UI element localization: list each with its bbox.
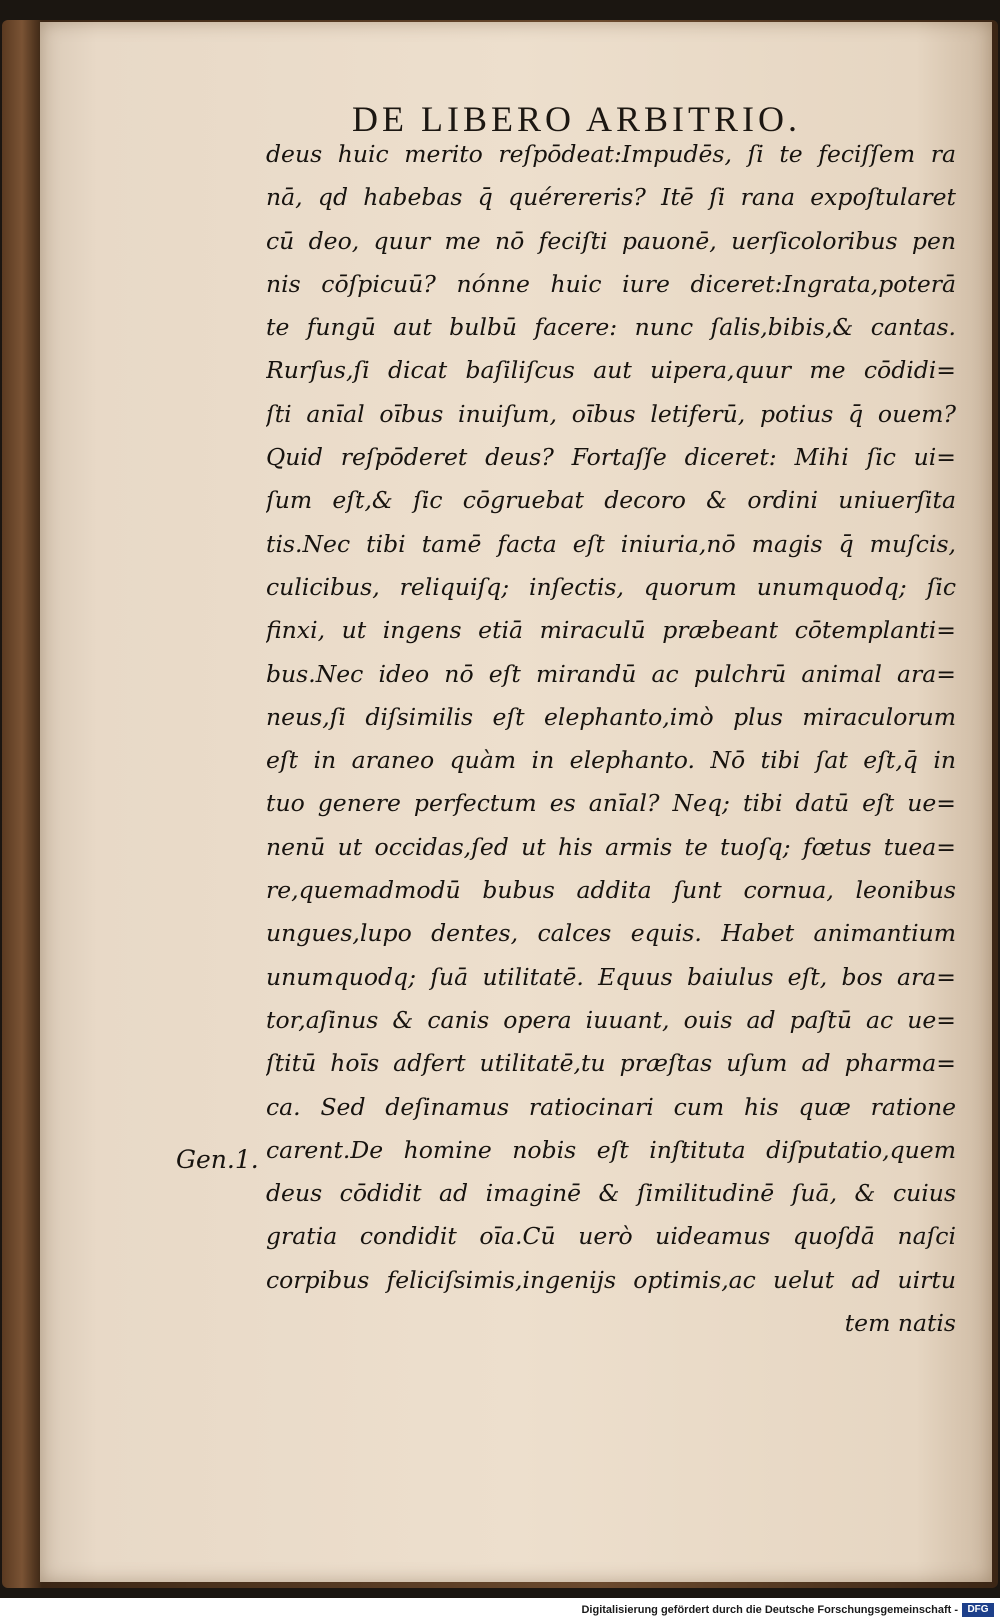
text-line: ſum eſt,& ſic cōgruebat decoro & ordini uniuerſita bbox=[266, 486, 956, 515]
text-line: tis.Nec tibi tamē facta eſt iniuria,nō magis q̄ muſcis, bbox=[266, 529, 956, 558]
text-line: te fungū aut bulbū facere: nunc ſalis,bibis,& cantas. bbox=[266, 313, 956, 342]
text-line: Rurſus,ſi dicat baſiliſcus aut uipera,quur me cōdidi= bbox=[266, 356, 956, 385]
text-line: culicibus, reliquiſq; inſectis, quorum unumquodq; ſic bbox=[266, 572, 956, 601]
text-line: tuo genere perfectum es anīal? Neq; tibi datū eſt ue= bbox=[266, 789, 956, 818]
text-line-catchword: tem natis bbox=[844, 1309, 956, 1338]
text-line: corpibus feliciſsimis,ingenijs optimis,ac uelut ad uirtu bbox=[266, 1265, 956, 1294]
text-line: ſti anīal oībus inuiſum, oībus letiferū, potius q̄ ouem? bbox=[266, 399, 956, 428]
text-line: ungues,lupo dentes, calces equis. Habet animantium bbox=[266, 919, 956, 948]
body-text bbox=[266, 133, 956, 1345]
text-line: gratia condidit oīa.Cū uerò uideamus quoſdā naſci bbox=[266, 1222, 956, 1251]
text-line: cū deo, quur me nō feciſti pauonē, uerſicoloribus pen bbox=[266, 226, 956, 255]
text-line: tor,aſinus & canis opera iuuant, ouis ad paſtū ac ue= bbox=[266, 1005, 956, 1034]
text-line: ca. Sed deſinamus ratiocinari cum his quæ ratione bbox=[266, 1092, 956, 1121]
dfg-logo: DFG bbox=[962, 1603, 994, 1617]
running-header: DE LIBERO ARBITRIO. bbox=[352, 99, 801, 139]
text-line: neus,ſi diſsimilis eſt elephanto,imò plus miraculorum bbox=[266, 702, 956, 731]
text-line: deus cōdidit ad imaginē & ſimilitudinē ſuā, & cuius bbox=[266, 1179, 956, 1208]
text-line: nis cōſpicuū? nónne huic iure diceret:Ingrata,poterā bbox=[266, 269, 956, 298]
text-line: unumquodq; ſuā utilitatē. Equus baiulus eſt, bos ara= bbox=[266, 962, 956, 991]
margin-note: Gen.1. bbox=[176, 1145, 259, 1174]
text-line: ſtitū hoīs adfert utilitatē,tu præſtas uſum ad pharma= bbox=[266, 1049, 956, 1078]
text-line: re,quemadmodū bubus addita ſunt cornua, leonibus bbox=[266, 876, 956, 905]
text-line: bus.Nec ideo nō eſt mirandū ac pulchrū animal ara= bbox=[266, 659, 956, 688]
text-line: deus huic merito reſpōdeat:Impudēs, ſi te feciſſem ra bbox=[266, 140, 956, 168]
text-line: nenū ut occidas,ſed ut his armis te tuoſq; fœtus tuea= bbox=[266, 832, 956, 861]
text-line: Quid reſpōderet deus? Fortaſſe diceret: Mihi ſic ui= bbox=[266, 443, 956, 472]
text-line: nā, qd habebas q̄ quérereris? Itē ſi rana expoſtularet bbox=[266, 183, 956, 212]
funding-credit: Digitalisierung gefördert durch die Deutsche Forschungsgemeinschaft - bbox=[581, 1604, 958, 1616]
text-line: eſt in araneo quàm in elephanto. Nō tibi ſat eſt,q̄ in bbox=[266, 746, 956, 775]
text-line: finxi, ut ingens etiā miraculū præbeant cōtemplanti= bbox=[266, 616, 956, 645]
text-line: carent.De homine nobis eſt inſtituta diſputatio,quem bbox=[266, 1135, 956, 1164]
